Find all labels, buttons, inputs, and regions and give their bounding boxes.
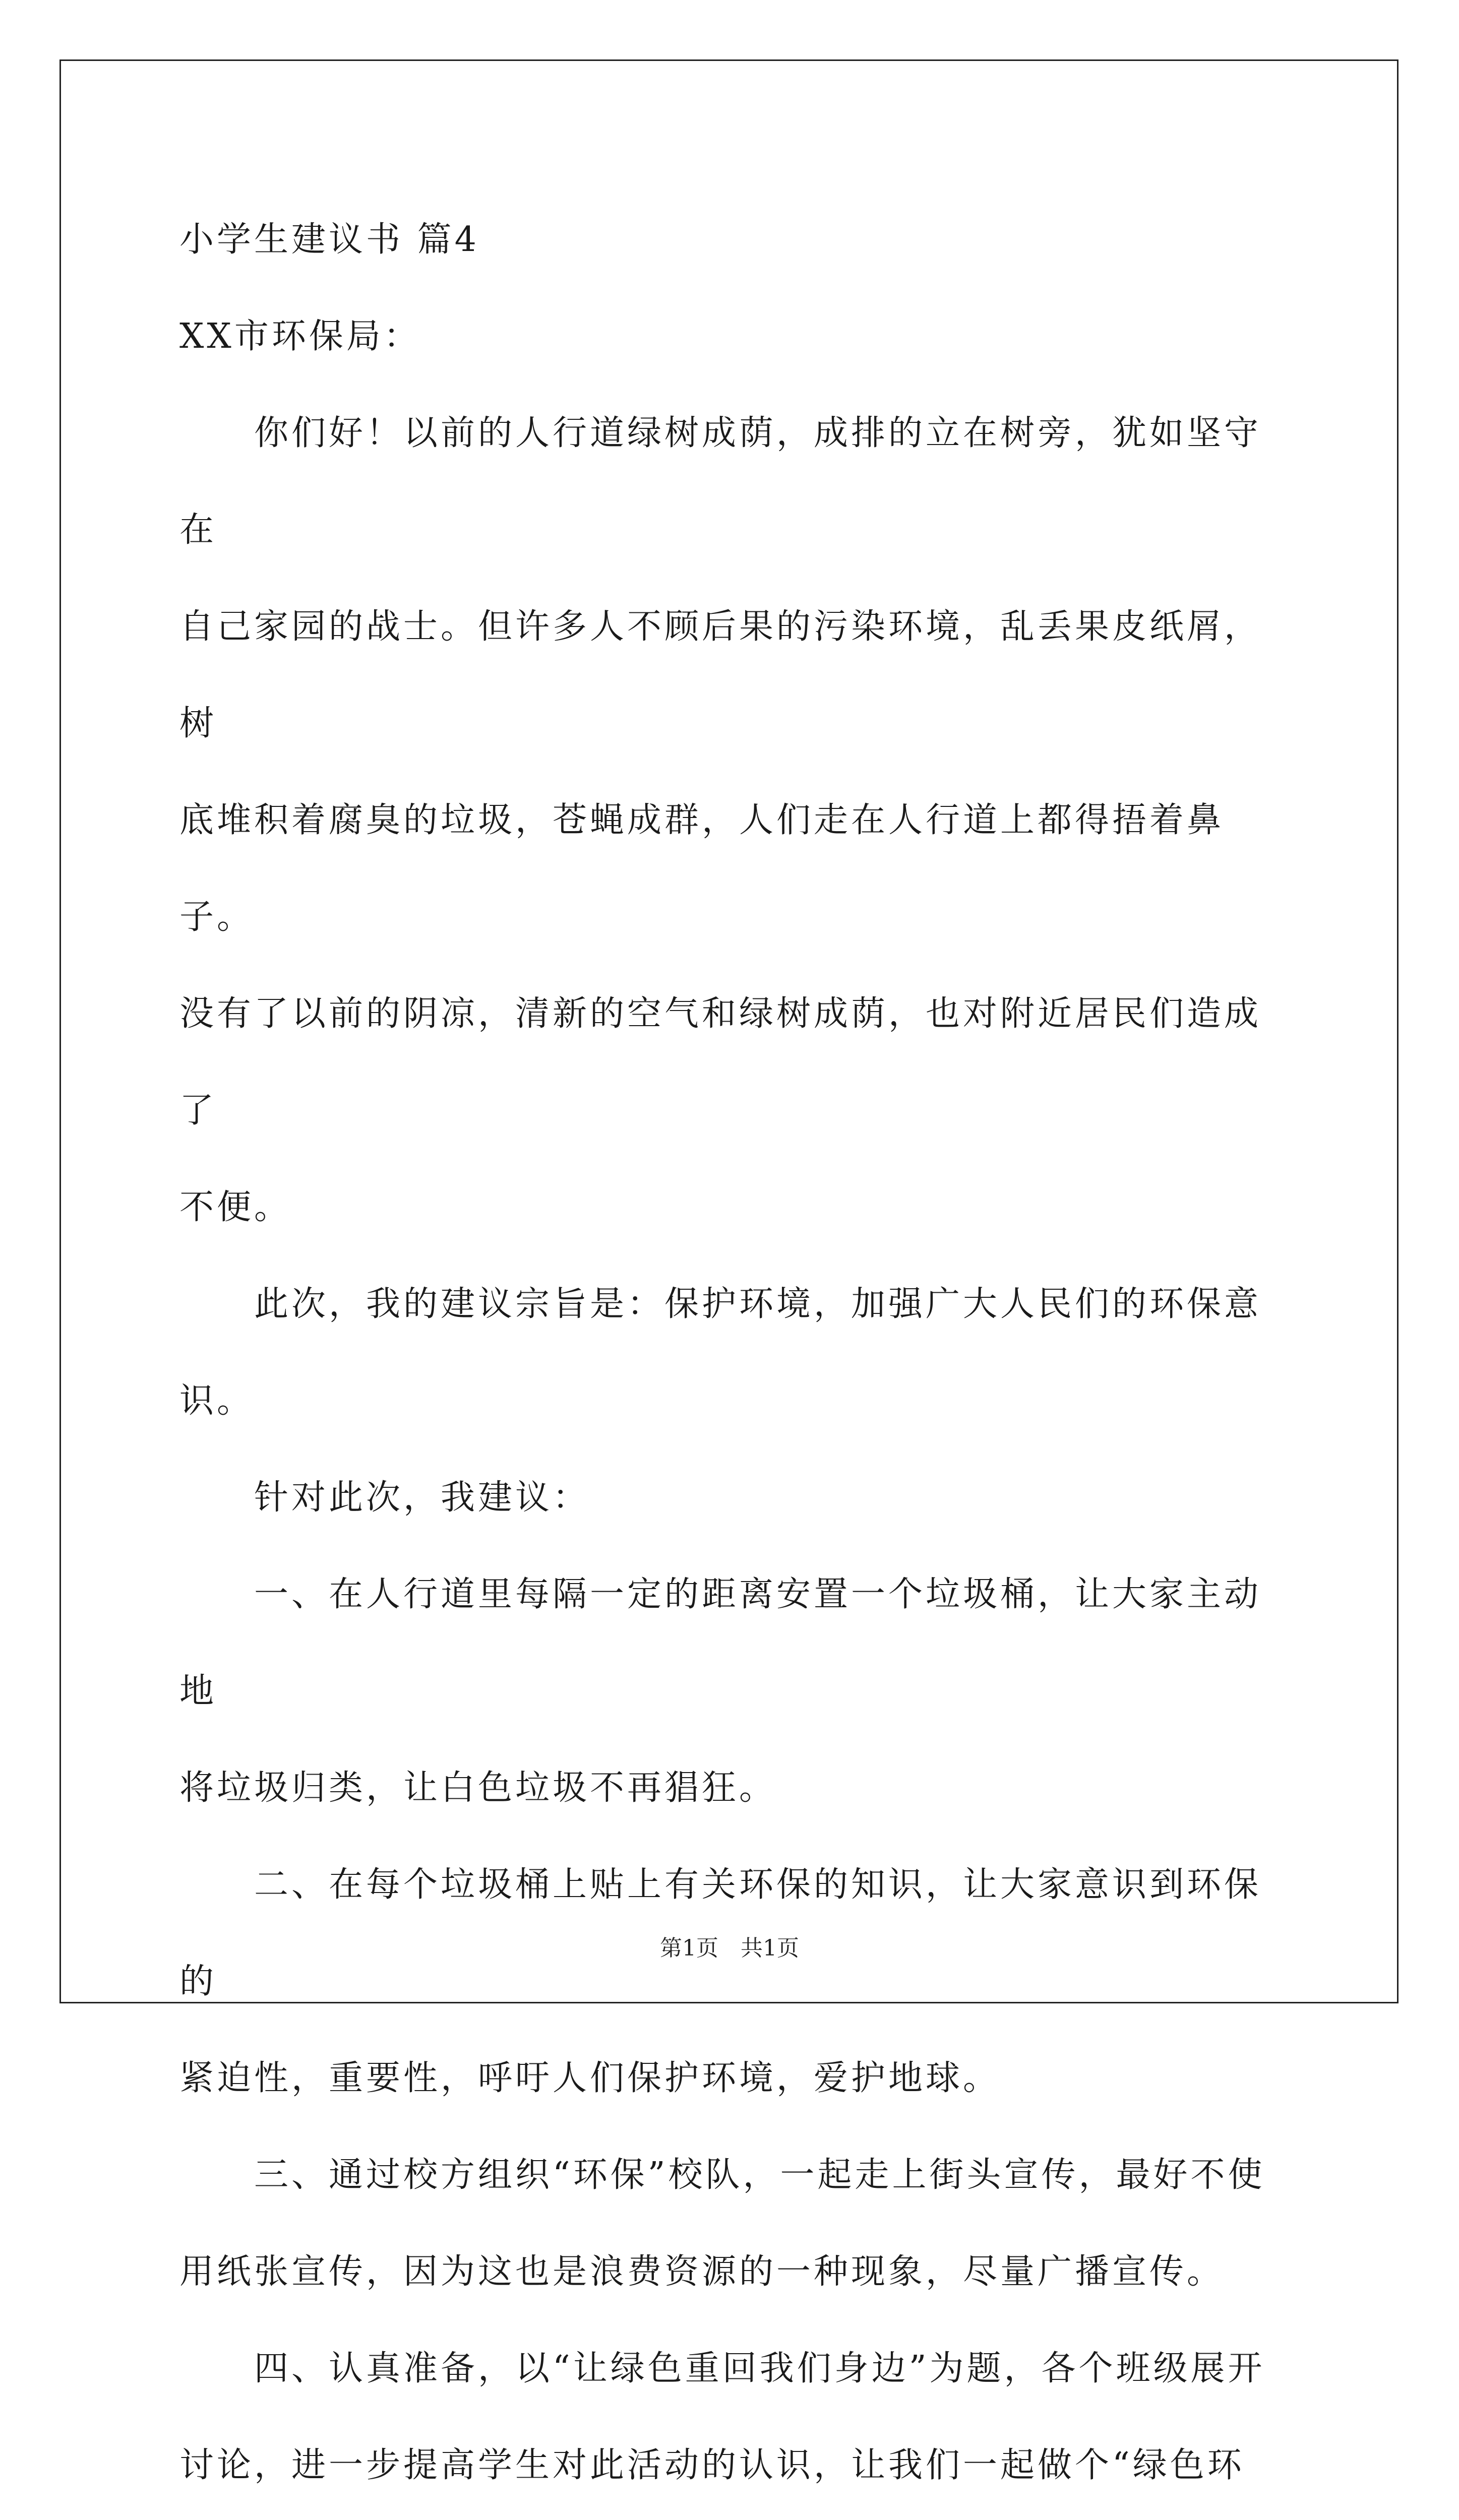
paragraph-line: 紧迫性，重要性，呼吁人们保护环境，爱护地球。 (179, 2058, 1001, 2098)
paragraph-line: 二、在每个垃圾桶上贴上有关环保的知识，让大家意识到环保的 (179, 1865, 1262, 2001)
paragraph-suggestion-2 (179, 1837, 1284, 2127)
paragraph-line: 将垃圾归类，让白色垃圾不再猖狂。 (179, 1768, 777, 1808)
paragraph-line: 针对此次，我建议： (254, 1478, 590, 1518)
paragraph-line: 此次，我的建议宗旨是：保护环境，加强广大人民们的环保意识。 (179, 1284, 1262, 1421)
paragraph-line: 讨论，进一步提高学生对此活动的认识，让我们一起做个“绿色环 (179, 2445, 1245, 2485)
page-footer (0, 1933, 1459, 1964)
document-body (179, 192, 1284, 2520)
salutation: XX市环保局： (179, 317, 421, 356)
page-number: 第1页 共1页 (660, 1935, 799, 1961)
paragraph-line: 一、在人行道里每隔一定的距离安置一个垃圾桶，让大家主动地 (179, 1574, 1262, 1711)
paragraph-suggestion-3 (179, 2127, 1284, 2320)
document-title: 小学生建议书 篇4 (179, 220, 479, 260)
paragraph-purpose (179, 1256, 1284, 1450)
paragraph-line: 没有了以前的阴凉，清新的空气和绿树成荫，也对附近居民们造成了 (179, 994, 1262, 1130)
paragraph-line: 四、认真准备，以“让绿色重回我们身边”为题，各个班级展开 (254, 2349, 1265, 2388)
paragraph-suggestion-4 (179, 2320, 1284, 2520)
paragraph-line: 用纸张宣传，因为这也是浪费资源的一种现象，尽量广播宣传。 (179, 2252, 1225, 2292)
paragraph-line: 底堆积着腐臭的垃圾，苍蝇成群，人们走在人行道上都得捂着鼻子。 (179, 800, 1225, 937)
paragraph-line: 三、通过校方组织“环保”校队，一起走上街头宣传，最好不使 (254, 2155, 1265, 2195)
paragraph-line: 不便。 (179, 1187, 292, 1227)
paragraph-suggestion-1 (179, 1546, 1284, 1837)
paragraph-line: 你们好！以前的人行道绿树成荫，成排的立在树旁，犹如坚守在 (179, 413, 1262, 550)
paragraph-suggestion-intro (179, 1450, 1284, 1546)
paragraph-line: 自己家园的战士。但许多人不顾后果的污染环境，乱丢果皮纸屑，树 (179, 607, 1262, 743)
paragraph-intro (179, 385, 1284, 1256)
